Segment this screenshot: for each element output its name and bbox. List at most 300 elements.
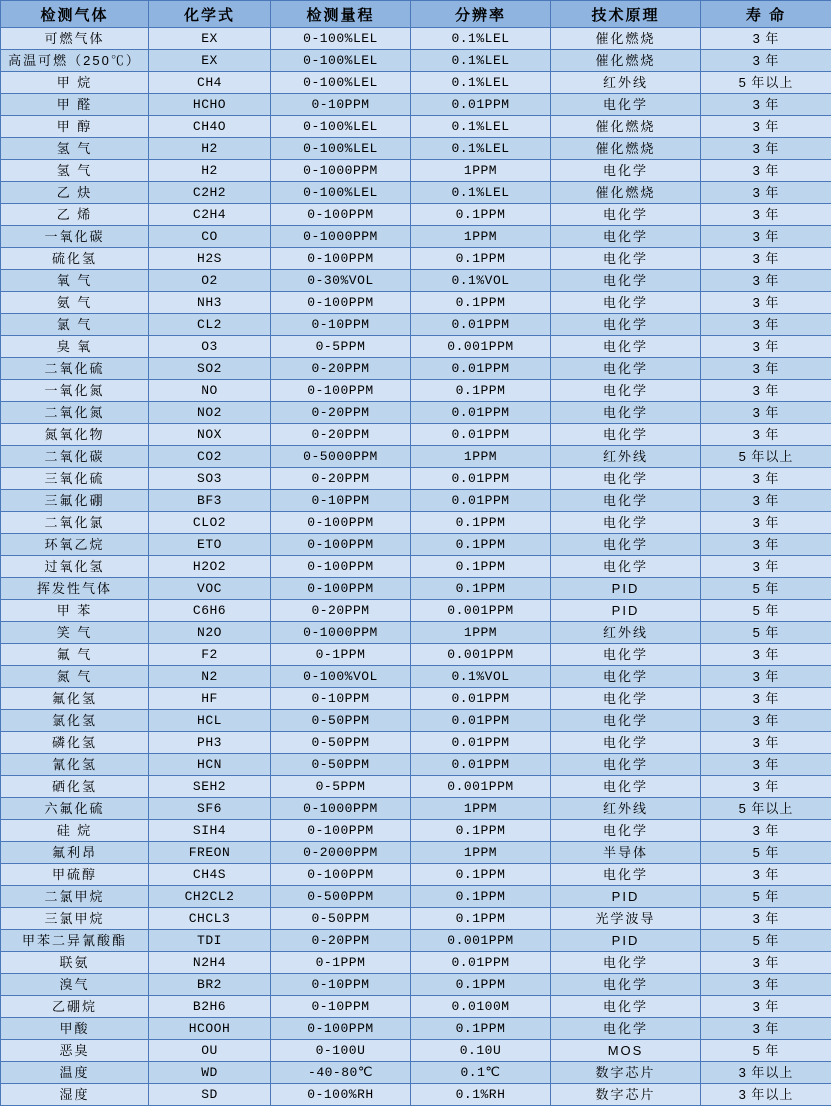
- cell-lifetime: 3 年: [701, 226, 831, 248]
- cell-resolution: 0.1%LEL: [411, 50, 551, 72]
- cell-principle: PID: [551, 600, 701, 622]
- cell-gas: 恶臭: [1, 1040, 149, 1062]
- cell-gas: 可燃气体: [1, 28, 149, 50]
- table-row: [1, 710, 831, 732]
- cell-formula: CH4: [149, 72, 271, 94]
- column-header-lifetime: 寿 命: [701, 1, 831, 28]
- cell-range: 0-1000PPM: [271, 226, 411, 248]
- cell-lifetime: 5 年以上: [701, 446, 831, 468]
- cell-resolution: 0.01PPM: [411, 688, 551, 710]
- cell-formula: SEH2: [149, 776, 271, 798]
- cell-principle: 电化学: [551, 512, 701, 534]
- cell-gas: 氮 气: [1, 666, 149, 688]
- cell-resolution: 0.01PPM: [411, 468, 551, 490]
- table-row: [1, 226, 831, 248]
- cell-range: 0-100PPM: [271, 534, 411, 556]
- cell-formula: CO: [149, 226, 271, 248]
- cell-gas: 氯化氢: [1, 710, 149, 732]
- cell-range: 0-100%RH: [271, 1084, 411, 1106]
- cell-resolution: 0.01PPM: [411, 732, 551, 754]
- cell-principle: 电化学: [551, 732, 701, 754]
- table-row: [1, 50, 831, 72]
- cell-formula: CH4S: [149, 864, 271, 886]
- table-header-row: [1, 1, 831, 28]
- cell-gas: 氟 气: [1, 644, 149, 666]
- cell-principle: PID: [551, 578, 701, 600]
- cell-gas: 乙硼烷: [1, 996, 149, 1018]
- table-row: [1, 204, 831, 226]
- cell-lifetime: 3 年: [701, 116, 831, 138]
- table-row: [1, 160, 831, 182]
- table-row: [1, 534, 831, 556]
- table-row: [1, 490, 831, 512]
- cell-range: 0-5000PPM: [271, 446, 411, 468]
- cell-lifetime: 3 年: [701, 358, 831, 380]
- table-row: [1, 732, 831, 754]
- cell-formula: NO: [149, 380, 271, 402]
- cell-principle: 电化学: [551, 248, 701, 270]
- cell-resolution: 0.1℃: [411, 1062, 551, 1084]
- cell-range: 0-100%LEL: [271, 72, 411, 94]
- cell-principle: MOS: [551, 1040, 701, 1062]
- table-row: [1, 952, 831, 974]
- cell-formula: WD: [149, 1062, 271, 1084]
- table-row: [1, 380, 831, 402]
- cell-resolution: 0.01PPM: [411, 754, 551, 776]
- cell-gas: 挥发性气体: [1, 578, 149, 600]
- cell-formula: C2H2: [149, 182, 271, 204]
- cell-gas: 环氧乙烷: [1, 534, 149, 556]
- cell-resolution: 0.1PPM: [411, 512, 551, 534]
- cell-gas: 磷化氢: [1, 732, 149, 754]
- cell-gas: 温度: [1, 1062, 149, 1084]
- cell-formula: H2S: [149, 248, 271, 270]
- cell-gas: 氟利昂: [1, 842, 149, 864]
- cell-range: 0-50PPM: [271, 908, 411, 930]
- cell-resolution: 0.1%VOL: [411, 270, 551, 292]
- table-row: [1, 578, 831, 600]
- cell-gas: 氮氧化物: [1, 424, 149, 446]
- cell-principle: 光学波导: [551, 908, 701, 930]
- cell-principle: 电化学: [551, 776, 701, 798]
- table-row: [1, 72, 831, 94]
- cell-gas: 甲 醇: [1, 116, 149, 138]
- cell-formula: BR2: [149, 974, 271, 996]
- cell-range: 0-5PPM: [271, 776, 411, 798]
- cell-lifetime: 3 年: [701, 402, 831, 424]
- cell-gas: 氢 气: [1, 160, 149, 182]
- cell-gas: 氧 气: [1, 270, 149, 292]
- cell-formula: SO2: [149, 358, 271, 380]
- cell-principle: 电化学: [551, 270, 701, 292]
- cell-principle: 红外线: [551, 622, 701, 644]
- table-row: [1, 512, 831, 534]
- column-header-principle: 技术原理: [551, 1, 701, 28]
- cell-gas: 甲 苯: [1, 600, 149, 622]
- cell-gas: 高温可燃（250℃）: [1, 50, 149, 72]
- cell-formula: CLO2: [149, 512, 271, 534]
- cell-principle: 电化学: [551, 710, 701, 732]
- table-row: [1, 886, 831, 908]
- cell-resolution: 0.1PPM: [411, 204, 551, 226]
- cell-lifetime: 3 年: [701, 336, 831, 358]
- cell-principle: 电化学: [551, 292, 701, 314]
- table-row: [1, 314, 831, 336]
- table-row: [1, 138, 831, 160]
- cell-resolution: 0.1PPM: [411, 556, 551, 578]
- cell-formula: NO2: [149, 402, 271, 424]
- cell-principle: 电化学: [551, 204, 701, 226]
- cell-range: 0-2000PPM: [271, 842, 411, 864]
- cell-formula: TDI: [149, 930, 271, 952]
- table-row: [1, 402, 831, 424]
- cell-range: 0-1000PPM: [271, 160, 411, 182]
- cell-formula: SIH4: [149, 820, 271, 842]
- cell-principle: 红外线: [551, 798, 701, 820]
- cell-range: -40-80℃: [271, 1062, 411, 1084]
- cell-range: 0-10PPM: [271, 94, 411, 116]
- cell-formula: CHCL3: [149, 908, 271, 930]
- table-row: [1, 248, 831, 270]
- cell-range: 0-1PPM: [271, 644, 411, 666]
- cell-resolution: 0.001PPM: [411, 336, 551, 358]
- cell-resolution: 0.01PPM: [411, 424, 551, 446]
- table-row: [1, 446, 831, 468]
- cell-resolution: 0.1%LEL: [411, 182, 551, 204]
- table-row: [1, 336, 831, 358]
- cell-gas: 溴气: [1, 974, 149, 996]
- cell-principle: 电化学: [551, 666, 701, 688]
- cell-gas: 氰化氢: [1, 754, 149, 776]
- cell-principle: 电化学: [551, 402, 701, 424]
- cell-range: 0-100%LEL: [271, 116, 411, 138]
- cell-principle: 电化学: [551, 226, 701, 248]
- cell-range: 0-100%VOL: [271, 666, 411, 688]
- cell-gas: 硫化氢: [1, 248, 149, 270]
- cell-gas: 一氧化氮: [1, 380, 149, 402]
- cell-formula: HCN: [149, 754, 271, 776]
- cell-range: 0-1PPM: [271, 952, 411, 974]
- cell-range: 0-10PPM: [271, 974, 411, 996]
- cell-principle: 半导体: [551, 842, 701, 864]
- cell-range: 0-50PPM: [271, 732, 411, 754]
- table-row: [1, 292, 831, 314]
- table-row: [1, 754, 831, 776]
- cell-gas: 湿度: [1, 1084, 149, 1106]
- cell-range: 0-20PPM: [271, 468, 411, 490]
- cell-lifetime: 3 年: [701, 314, 831, 336]
- cell-resolution: 0.001PPM: [411, 930, 551, 952]
- cell-principle: 电化学: [551, 974, 701, 996]
- table-row: [1, 424, 831, 446]
- table-row: [1, 974, 831, 996]
- table-row: [1, 358, 831, 380]
- cell-lifetime: 3 年: [701, 996, 831, 1018]
- cell-formula: PH3: [149, 732, 271, 754]
- cell-principle: 电化学: [551, 336, 701, 358]
- cell-formula: CH2CL2: [149, 886, 271, 908]
- cell-principle: 电化学: [551, 160, 701, 182]
- cell-formula: NOX: [149, 424, 271, 446]
- cell-formula: H2: [149, 138, 271, 160]
- cell-formula: C2H4: [149, 204, 271, 226]
- cell-formula: N2O: [149, 622, 271, 644]
- cell-principle: 电化学: [551, 644, 701, 666]
- cell-resolution: 0.1PPM: [411, 886, 551, 908]
- cell-principle: 电化学: [551, 864, 701, 886]
- cell-range: 0-100PPM: [271, 820, 411, 842]
- cell-formula: ETO: [149, 534, 271, 556]
- cell-lifetime: 5 年: [701, 1040, 831, 1062]
- cell-range: 0-100U: [271, 1040, 411, 1062]
- cell-lifetime: 5 年: [701, 622, 831, 644]
- table-row: [1, 28, 831, 50]
- cell-resolution: 0.1PPM: [411, 248, 551, 270]
- table-row: [1, 116, 831, 138]
- cell-formula: HCOOH: [149, 1018, 271, 1040]
- cell-lifetime: 3 年: [701, 292, 831, 314]
- cell-lifetime: 3 年: [701, 534, 831, 556]
- cell-gas: 二氧化碳: [1, 446, 149, 468]
- cell-range: 0-100PPM: [271, 204, 411, 226]
- table-row: [1, 468, 831, 490]
- column-header-range: 检测量程: [271, 1, 411, 28]
- table-row: [1, 688, 831, 710]
- table-row: [1, 600, 831, 622]
- cell-formula: N2: [149, 666, 271, 688]
- cell-lifetime: 3 年: [701, 776, 831, 798]
- cell-lifetime: 3 年: [701, 468, 831, 490]
- cell-gas: 二氧化硫: [1, 358, 149, 380]
- cell-range: 0-20PPM: [271, 358, 411, 380]
- cell-lifetime: 3 年: [701, 908, 831, 930]
- cell-resolution: 0.1PPM: [411, 534, 551, 556]
- cell-resolution: 0.10U: [411, 1040, 551, 1062]
- cell-resolution: 0.1PPM: [411, 864, 551, 886]
- cell-lifetime: 3 年: [701, 380, 831, 402]
- cell-gas: 氢 气: [1, 138, 149, 160]
- cell-principle: 电化学: [551, 996, 701, 1018]
- table-row: [1, 666, 831, 688]
- cell-resolution: 1PPM: [411, 160, 551, 182]
- cell-gas: 三氟化硼: [1, 490, 149, 512]
- cell-lifetime: 3 年: [701, 556, 831, 578]
- cell-lifetime: 3 年: [701, 644, 831, 666]
- cell-lifetime: 5 年: [701, 600, 831, 622]
- cell-gas: 甲硫醇: [1, 864, 149, 886]
- cell-gas: 三氯甲烷: [1, 908, 149, 930]
- cell-principle: 电化学: [551, 424, 701, 446]
- table-row: [1, 622, 831, 644]
- table-row: [1, 820, 831, 842]
- cell-gas: 乙 炔: [1, 182, 149, 204]
- cell-formula: C6H6: [149, 600, 271, 622]
- table-row: [1, 644, 831, 666]
- cell-lifetime: 3 年: [701, 424, 831, 446]
- cell-range: 0-1000PPM: [271, 798, 411, 820]
- cell-gas: 氨 气: [1, 292, 149, 314]
- cell-resolution: 0.01PPM: [411, 358, 551, 380]
- cell-principle: 催化燃烧: [551, 182, 701, 204]
- cell-range: 0-5PPM: [271, 336, 411, 358]
- cell-resolution: 0.1PPM: [411, 292, 551, 314]
- column-header-gas: 检测气体: [1, 1, 149, 28]
- cell-lifetime: 5 年以上: [701, 798, 831, 820]
- cell-resolution: 0.1PPM: [411, 1018, 551, 1040]
- cell-resolution: 1PPM: [411, 446, 551, 468]
- cell-gas: 氟化氢: [1, 688, 149, 710]
- cell-formula: NH3: [149, 292, 271, 314]
- cell-range: 0-500PPM: [271, 886, 411, 908]
- cell-formula: SF6: [149, 798, 271, 820]
- cell-lifetime: 3 年: [701, 182, 831, 204]
- cell-gas: 联氨: [1, 952, 149, 974]
- cell-range: 0-10PPM: [271, 490, 411, 512]
- column-header-formula: 化学式: [149, 1, 271, 28]
- cell-resolution: 1PPM: [411, 798, 551, 820]
- cell-lifetime: 3 年: [701, 974, 831, 996]
- cell-resolution: 0.01PPM: [411, 490, 551, 512]
- cell-principle: 电化学: [551, 94, 701, 116]
- cell-principle: 催化燃烧: [551, 116, 701, 138]
- cell-lifetime: 3 年: [701, 512, 831, 534]
- column-header-resolution: 分辨率: [411, 1, 551, 28]
- cell-lifetime: 3 年: [701, 94, 831, 116]
- cell-lifetime: 5 年以上: [701, 72, 831, 94]
- cell-resolution: 1PPM: [411, 842, 551, 864]
- cell-formula: H2O2: [149, 556, 271, 578]
- cell-principle: PID: [551, 886, 701, 908]
- cell-range: 0-100PPM: [271, 556, 411, 578]
- cell-formula: O3: [149, 336, 271, 358]
- cell-resolution: 0.001PPM: [411, 644, 551, 666]
- cell-resolution: 0.01PPM: [411, 314, 551, 336]
- cell-principle: 电化学: [551, 1018, 701, 1040]
- cell-gas: 二氧化氮: [1, 402, 149, 424]
- cell-lifetime: 3 年以上: [701, 1084, 831, 1106]
- cell-gas: 甲 烷: [1, 72, 149, 94]
- cell-gas: 二氯甲烷: [1, 886, 149, 908]
- cell-formula: CO2: [149, 446, 271, 468]
- cell-lifetime: 3 年: [701, 138, 831, 160]
- cell-range: 0-100PPM: [271, 1018, 411, 1040]
- cell-resolution: 0.01PPM: [411, 952, 551, 974]
- cell-lifetime: 3 年: [701, 270, 831, 292]
- cell-resolution: 0.0100M: [411, 996, 551, 1018]
- cell-lifetime: 5 年: [701, 930, 831, 952]
- cell-principle: 电化学: [551, 380, 701, 402]
- cell-gas: 六氟化硫: [1, 798, 149, 820]
- table-row: [1, 908, 831, 930]
- cell-resolution: 0.001PPM: [411, 776, 551, 798]
- cell-range: 0-100PPM: [271, 864, 411, 886]
- cell-formula: O2: [149, 270, 271, 292]
- cell-range: 0-100%LEL: [271, 182, 411, 204]
- cell-lifetime: 3 年: [701, 732, 831, 754]
- cell-gas: 臭 氧: [1, 336, 149, 358]
- cell-formula: HF: [149, 688, 271, 710]
- cell-range: 0-20PPM: [271, 600, 411, 622]
- table-row: [1, 842, 831, 864]
- table-row: [1, 556, 831, 578]
- cell-range: 0-10PPM: [271, 314, 411, 336]
- cell-resolution: 0.1%RH: [411, 1084, 551, 1106]
- cell-formula: SO3: [149, 468, 271, 490]
- cell-formula: B2H6: [149, 996, 271, 1018]
- cell-formula: CH4O: [149, 116, 271, 138]
- cell-range: 0-100%LEL: [271, 28, 411, 50]
- cell-lifetime: 5 年: [701, 886, 831, 908]
- cell-principle: 电化学: [551, 314, 701, 336]
- cell-resolution: 0.01PPM: [411, 710, 551, 732]
- cell-range: 0-100PPM: [271, 380, 411, 402]
- cell-resolution: 1PPM: [411, 622, 551, 644]
- cell-lifetime: 3 年: [701, 754, 831, 776]
- cell-range: 0-100%LEL: [271, 50, 411, 72]
- cell-range: 0-100PPM: [271, 248, 411, 270]
- table-row: [1, 776, 831, 798]
- cell-formula: OU: [149, 1040, 271, 1062]
- cell-range: 0-100%LEL: [271, 138, 411, 160]
- table-row: [1, 996, 831, 1018]
- cell-resolution: 0.1%VOL: [411, 666, 551, 688]
- cell-lifetime: 3 年: [701, 666, 831, 688]
- cell-principle: 电化学: [551, 820, 701, 842]
- cell-resolution: 0.1%LEL: [411, 72, 551, 94]
- table-row: [1, 1084, 831, 1106]
- cell-lifetime: 3 年: [701, 864, 831, 886]
- cell-principle: 电化学: [551, 688, 701, 710]
- cell-range: 0-20PPM: [271, 930, 411, 952]
- cell-principle: 电化学: [551, 490, 701, 512]
- cell-gas: 二氧化氯: [1, 512, 149, 534]
- cell-lifetime: 5 年: [701, 842, 831, 864]
- cell-principle: 红外线: [551, 72, 701, 94]
- cell-range: 0-100PPM: [271, 578, 411, 600]
- table-row: [1, 798, 831, 820]
- cell-resolution: 0.1%LEL: [411, 28, 551, 50]
- cell-lifetime: 5 年: [701, 578, 831, 600]
- cell-gas: 氯 气: [1, 314, 149, 336]
- cell-resolution: 0.1PPM: [411, 908, 551, 930]
- cell-resolution: 1PPM: [411, 226, 551, 248]
- cell-principle: 电化学: [551, 952, 701, 974]
- table-row: [1, 182, 831, 204]
- cell-formula: H2: [149, 160, 271, 182]
- cell-formula: HCL: [149, 710, 271, 732]
- cell-principle: 电化学: [551, 556, 701, 578]
- cell-formula: BF3: [149, 490, 271, 512]
- cell-lifetime: 3 年以上: [701, 1062, 831, 1084]
- cell-principle: 电化学: [551, 754, 701, 776]
- cell-range: 0-1000PPM: [271, 622, 411, 644]
- cell-resolution: 0.01PPM: [411, 402, 551, 424]
- cell-range: 0-10PPM: [271, 996, 411, 1018]
- cell-lifetime: 3 年: [701, 160, 831, 182]
- cell-principle: 红外线: [551, 446, 701, 468]
- cell-lifetime: 3 年: [701, 820, 831, 842]
- cell-principle: 电化学: [551, 534, 701, 556]
- cell-principle: 电化学: [551, 358, 701, 380]
- table-row: [1, 1062, 831, 1084]
- table-row: [1, 864, 831, 886]
- cell-principle: 数字芯片: [551, 1084, 701, 1106]
- cell-resolution: 0.001PPM: [411, 600, 551, 622]
- cell-gas: 甲 醛: [1, 94, 149, 116]
- cell-formula: SD: [149, 1084, 271, 1106]
- cell-resolution: 0.1PPM: [411, 578, 551, 600]
- cell-lifetime: 3 年: [701, 490, 831, 512]
